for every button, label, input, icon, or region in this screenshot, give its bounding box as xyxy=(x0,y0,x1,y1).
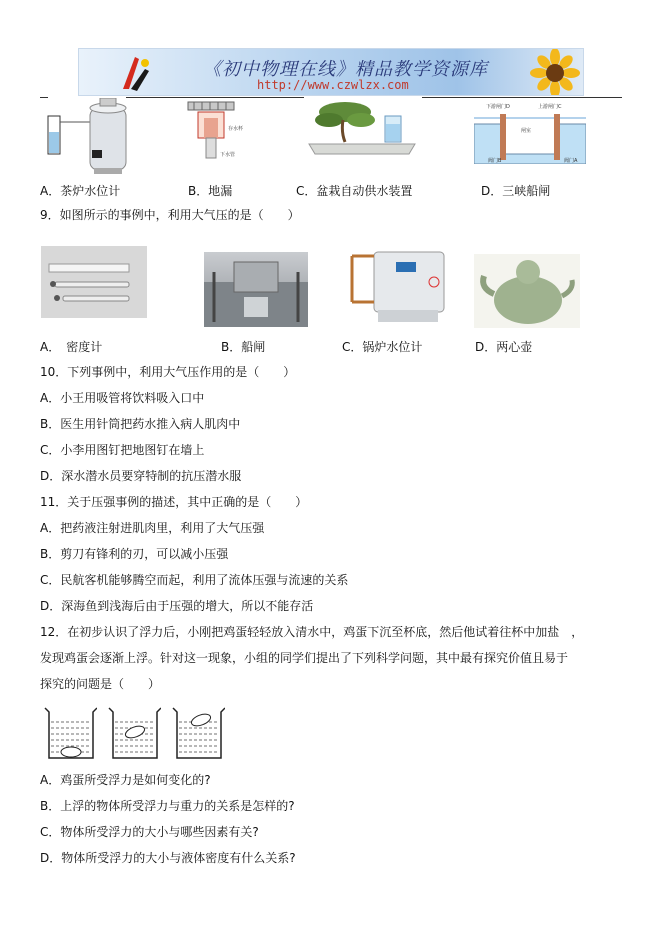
q12-option-c: C．物体所受浮力的大小与哪些因素有关? xyxy=(40,825,259,839)
fig4-right-label: 上游闸门C xyxy=(538,104,562,110)
beaker-egg-floating-figure xyxy=(171,706,225,760)
q8-option-c: C．盆栽自动供水装置 xyxy=(296,184,413,198)
banner-url: http://www.czwlzx.com xyxy=(257,78,409,92)
beaker-egg-sunk-figure xyxy=(43,706,97,760)
q9-option-d: D．两心壶 xyxy=(475,340,533,354)
tea-boiler-figure xyxy=(44,98,134,180)
fig2-right-label: 下水管 xyxy=(220,152,236,158)
q11-option-a: A．把药液注射进肌肉里，利用了大气压强 xyxy=(40,521,265,535)
banner-title: 《初中物理在线》精品教学资源库 xyxy=(203,59,488,80)
floor-drain-figure xyxy=(186,98,250,160)
q9-option-a: A． 密度计 xyxy=(40,340,103,354)
q10-option-a: A．小王用吸管将饮料吸入口中 xyxy=(40,391,205,405)
q10-option-b: B．医生用针筒把药水推入病人肌肉中 xyxy=(40,417,241,431)
q8-option-d: D．三峡船闸 xyxy=(481,184,551,198)
q11-stem: 11．关于压强事例的描述，其中正确的是（ ） xyxy=(40,495,308,509)
header-banner xyxy=(78,48,584,96)
q9-option-b: B．船闸 xyxy=(221,340,266,354)
q11-option-c: C．民航客机能够腾空而起，利用了流体压强与流速的关系 xyxy=(40,573,349,587)
q12-stem-line2: 发现鸡蛋会逐渐上浮。针对这一现象，小组的同学们提出了下列科学问题，其中最有探究价值且易于 xyxy=(40,651,569,665)
q8-option-b: B．地漏 xyxy=(188,184,233,198)
q10-option-c: C．小李用图钉把地图钉在墙上 xyxy=(40,443,205,457)
ship-lock-photo xyxy=(204,252,308,327)
boiler-gauge-photo xyxy=(344,246,448,326)
bonsai-water-supply-figure xyxy=(305,98,425,158)
hydrometer-photo xyxy=(41,246,147,318)
three-gorges-lock-figure xyxy=(474,98,586,164)
fig4-mid-label: 闸室 xyxy=(521,128,532,134)
fig4-bottom-right-label: 阀门A xyxy=(564,158,578,164)
beaker-egg-middle-figure xyxy=(107,706,161,760)
q10-option-d: D．深水潜水员要穿特制的抗压潜水服 xyxy=(40,469,242,483)
q12-stem-line3: 探究的问题是（ ） xyxy=(40,677,161,691)
two-heart-pot-photo xyxy=(474,254,580,328)
fig2-left-label: 存水杯 xyxy=(228,126,244,132)
fig4-bottom-left-label: 阀门B xyxy=(488,158,502,164)
q12-stem-line1: 12．在初步认识了浮力后，小刚把鸡蛋轻轻放入清水中，鸡蛋下沉至杯底，然后他试着往杯中加盐 ， xyxy=(40,625,584,639)
q10-stem: 10．下列事例中，利用大气压作用的是（ ） xyxy=(40,365,296,379)
q11-option-d: D．深海鱼到浅海后由于压强的增大，所以不能存活 xyxy=(40,599,314,613)
fig4-left-label: 下游闸门D xyxy=(486,104,510,110)
q12-option-d: D．物体所受浮力的大小与液体密度有什么关系? xyxy=(40,851,296,865)
q12-option-b: B．上浮的物体所受浮力与重力的关系是怎样的? xyxy=(40,799,295,813)
q9-stem: 9．如图所示的事例中，利用大气压的是（ ） xyxy=(40,208,300,222)
q9-option-c: C．锅炉水位计 xyxy=(342,340,423,354)
q12-option-a: A．鸡蛋所受浮力是如何变化的? xyxy=(40,773,211,787)
q11-option-b: B．剪刀有锋利的刃，可以减小压强 xyxy=(40,547,229,561)
logo-icon xyxy=(115,53,155,93)
q8-option-a: A．茶炉水位计 xyxy=(40,184,121,198)
sunflower-icon xyxy=(525,49,584,96)
